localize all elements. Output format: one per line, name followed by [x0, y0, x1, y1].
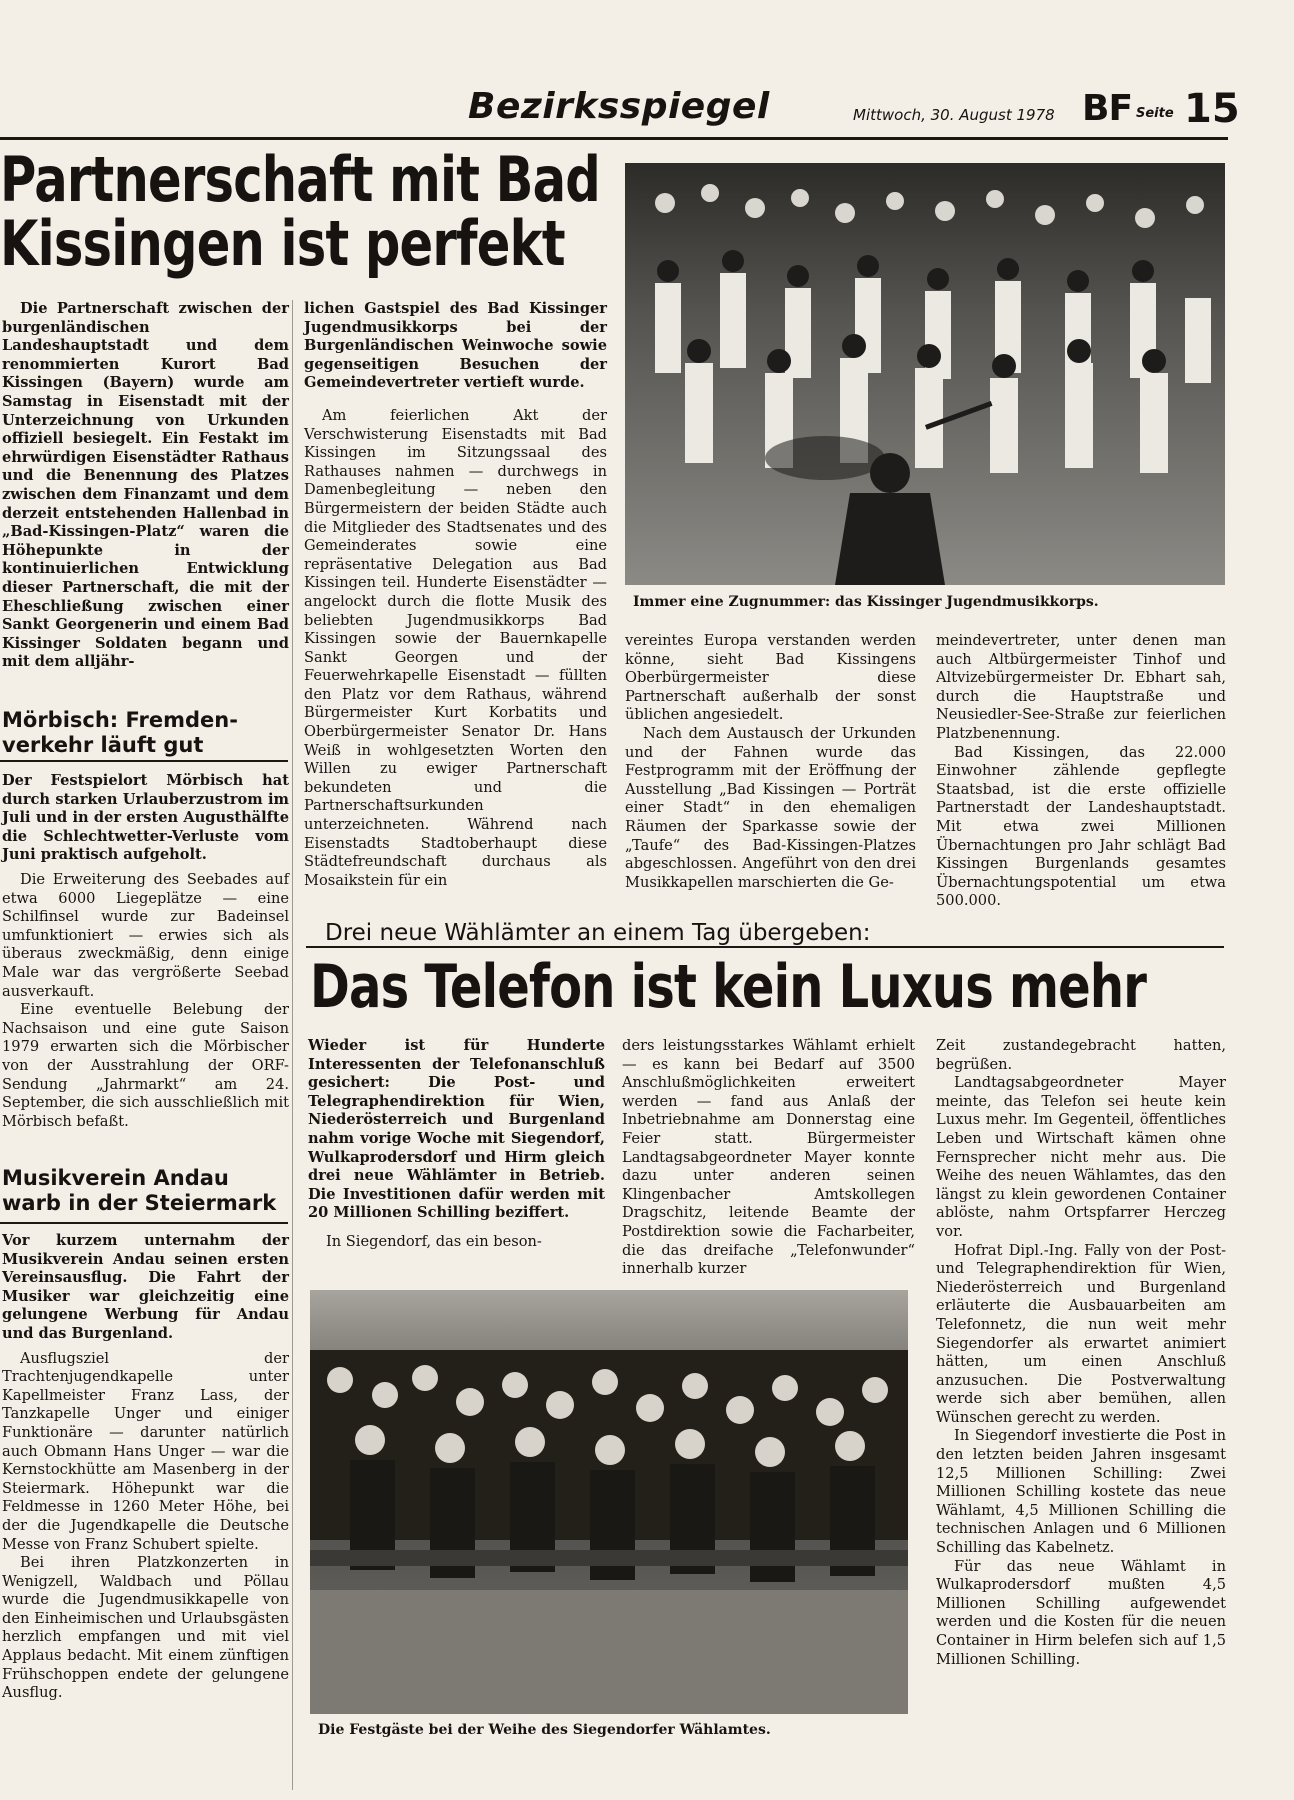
article2-subhead: Mörbisch: Fremden- verkehr läuft gut [2, 708, 238, 757]
article2-rule [0, 760, 288, 762]
masthead-rule [0, 137, 1228, 140]
article4-lead: Wieder ist für Hunderte Interessenten der Telefonanschluß gesichert: Die Post- und Telegraphendirektion für Wien, Niederösterreich und Burgenland nahm vorige Woche mit Siegendorf, Wulkaprodersdorf und Hirm gleich drei neue Wählämter in Betrieb. Die Investitionen dafür werden mit 20 Millionen Schilling beziffert. In Siegendorf, das ein beson- [308, 1037, 605, 1250]
article3-body: Vor kurzem unternahm der Musikverein Andau seinen ersten Vereinsausflug. Die Fahrt der Musiker war gleichzeitig eine gelungene Werbung für Andau und das Burgenland. Ausflugsziel der Trachtenjugendkapelle unter Kapellmeister Franz Lass, der Tanzkapelle Unger und einiger Funktionäre — darunter natürlich auch Obmann Hans Unger — war die Kernstockhütte am Masenberg in der Steiermark. Höhepunkt war die Feldmesse in 1260 Meter Höhe, bei der die Jugendkapelle die Deutsche Messe von Franz Schubert spielte. Bei ihren Platzkonzerten in Wenigzell, Waldbach und Pöllau wurde die Jugendmusikkapelle von den Einheimischen und Urlaubsgästen herzlich empfangen und mit viel Applaus bedacht. Mit einem zünftigen Frühschoppen endete der gelungene Ausflug. [2, 1232, 289, 1702]
ceremony-guests-image [310, 1290, 908, 1714]
article1-column4: meindevertreter, unter denen man auch Altbürgermeister Tinhof und Altvizebürgermeister Dr. Ebhart sah, durch die Hauptstraße und Neusiedler-See-Straße zur feierlichen Platzbenennung. Bad Kissingen, das 22.000 Einwohner zählende gepflegte Staatsbad, ist die erste offizielle Partnerstadt der Landeshauptstadt. Mit etwa zwei Millionen Übernachtungen pro Jahr schlägt Bad Kissingen Burgenlands gesamtes Übernachtungspotential um etwa 500.000. [936, 632, 1226, 910]
page-label: Seite [1136, 106, 1174, 121]
article1-column1: Die Partnerschaft zwischen der burgenländischen Landeshauptstadt und dem renommierten Kurort Bad Kissingen (Bayern) wurde am Samstag in Eisenstadt mit der Unterzeichnung von Urkunden offiziell besiegelt. Ein Festakt im ehrwürdigen Eisenstädter Rathaus und die Benennung des Platzes zwischen dem Finanzamt und dem derzeit entstehenden Hallenbad in „Bad-Kissingen-Platz“ waren die Höhepunkte in der kontinuierlichen Entwicklung dieser Partnerschaft, die mit der Eheschließung zwischen einer Sankt Georgenerin und einem Bad Kissinger Soldaten begann und mit dem alljähr- [2, 300, 289, 671]
newspaper-logo: BF [1082, 88, 1133, 129]
article4-headline: Das Telefon ist kein Luxus mehr [310, 952, 1147, 1022]
left-column-divider [292, 300, 293, 1790]
article2-body: Der Festspielort Mörbisch hat durch starken Urlauberzustrom im Juli und in der ersten Augusthälfte die Schlechtwetter-Verluste vom Juni praktisch aufgeholt. Die Erweiterung des Seebades auf etwa 6000 Liegeplätze — eine Schilfinsel wurde zur Badeinsel umfunktioniert — erwies sich als überaus zweckmäßig, denn einige Male war das vergrößerte Seebad ausverkauft. Eine eventuelle Belebung der Nachsaison und eine gute Saison 1979 erwarten sich die Mörbischer von der Ausstrahlung der ORF-Sendung „Jahrmarkt“ am 24. September, die sich ausschließlich mit Mörbisch befaßt. [2, 772, 289, 1130]
brass-band-photo [625, 163, 1225, 585]
article4-kicker: Drei neue Wählämter an einem Tag übergeben: [325, 920, 871, 946]
article3-subhead: Musikverein Andau warb in der Steiermark [2, 1166, 277, 1215]
article1-column2: lichen Gastspiel des Bad Kissinger Jugendmusikkorps bei der Burgenländischen Weinwoche sowie gegenseitigen Besuchen der Gemeindevertreter vertieft wurde. Am feierlichen Akt der Verschwisterung Eisenstadts mit Bad Kissingen im Sitzungssaal des Rathauses nahmen — durchwegs in Damenbegleitung — neben den Bürgermeistern der beiden Städte auch die Mitglieder des Stadtsenates und des Gemeinderates sowie eine repräsentative Delegation aus Bad Kissingen teil. Hunderte Eisenstädter — angelockt durch die flotte Musik des beliebten Jugendmusikkorps Bad Kissingen sowie der Bauernkapelle Sankt Georgen und der Feuerwehrkapelle Eisenstadt — füllten den Platz vor dem Rathaus, während Bürgermeister Kurt Korbatits und Oberbürgermeister Senator Dr. Hans Weiß in wohlgesetzten Worten den Willen zu ewiger Partnerschaft bekundeten und die Partnerschaftsurkunden unterzeichneten. Während nach Eisenstadts Stadtoberhaupt diese Städtefreundschaft durchaus als Mosaikstein für ein [304, 300, 607, 889]
article1-column3: vereintes Europa verstanden werden könne, sieht Bad Kissingens Oberbürgermeister diese Partnerschaft außerhalb der sonst üblichen angesiedelt. Nach dem Austausch der Urkunden und der Fahnen wurde das Festprogramm mit der Eröffnung der Ausstellung „Bad Kissingen — Porträt einer Stadt“ in den ehemaligen Räumen der Sparkasse sowie der „Taufe“ des Bad-Kissingen-Platzes abgeschlossen. Angeführt von den drei Musikkapellen marschierten die Ge- [625, 632, 916, 891]
article3-rule [0, 1222, 288, 1224]
photo-caption-band: Immer eine Zugnummer: das Kissinger Jugendmusikkorps. [633, 594, 1099, 610]
article4-kicker-rule [306, 946, 1224, 948]
article4-column2: ders leistungsstarkes Wählamt erhielt — es kann bei Bedarf auf 3500 Anschlußmöglichkeiten erweitert werden — fand aus Anlaß der Inbetriebnahme am Donnerstag eine Feier statt. Bürgermeister Landtagsabgeordneter Mayer konnte dazu unter anderen seinen Klingenbacher Amtskollegen Dragschitz, leitende Beamte der Postdirektion sowie die Facharbeiter, die das dreifache „Telefonwunder“ innerhalb kurzer [622, 1037, 915, 1278]
article1-headline: Partnerschaft mit Bad Kissingen ist perfekt [0, 143, 600, 280]
marching-band-image [625, 163, 1225, 585]
page-number: 15 [1184, 86, 1240, 132]
guests-photo [310, 1290, 908, 1714]
photo-caption-guests: Die Festgäste bei der Weihe des Siegendorfer Wählamtes. [318, 1722, 771, 1738]
article4-column3: Zeit zustandegebracht hatten, begrüßen. Landtagsabgeordneter Mayer meinte, das Telefon sei heute kein Luxus mehr. Im Gegenteil, öffentliches Leben und Wirtschaft kämen ohne Fernsprecher nicht mehr aus. Die Weihe des neuen Wählamtes, das den längst zu klein gewordenen Container ablöste, nahm Ortspfarrer Herczeg vor. Hofrat Dipl.-Ing. Fally von der Post- und Telegraphendirektion für Wien, Niederösterreich und Burgenland erläuterte die Ausbauarbeiten am Telefonnetz, die nun weit mehr Siegendorfer als erwartet animiert hätten, um einen Anschluß anzusuchen. Die Postverwaltung werde sich aber bemühen, allen Wünschen gerecht zu werden. In Siegendorf investierte die Post in den letzten beiden Jahren insgesamt 12,5 Millionen Schilling: Zwei Millionen Schilling kostete das neue Wählamt, 4,5 Millionen Schilling die technischen Anlagen und 6 Millionen Schilling das Kabelnetz. Für das neue Wählamt in Wulkaprodersdorf mußten 4,5 Millionen Schilling aufgewendet werden und die Kosten für die neuen Container in Hirm belefen sich auf 1,5 Millionen Schilling. [936, 1037, 1226, 1668]
section-title: Bezirksspiegel [468, 86, 770, 127]
issue-date: Mittwoch, 30. August 1978 [853, 106, 1055, 124]
